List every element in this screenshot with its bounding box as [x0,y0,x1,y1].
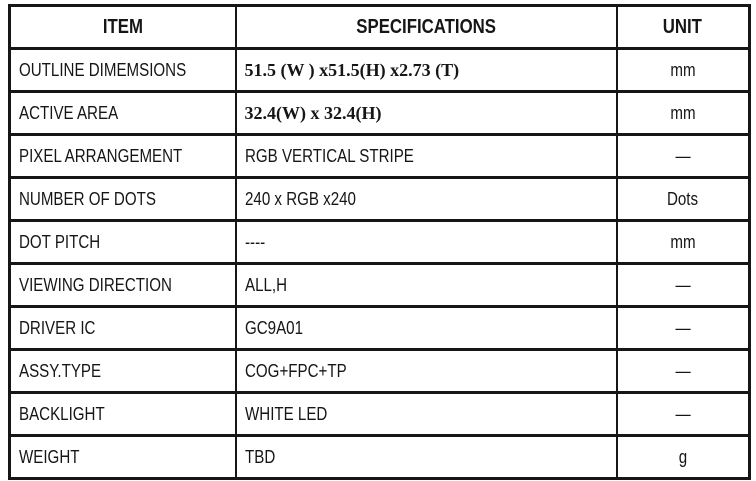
column-header-unit [617,6,750,49]
spec-value: 51.5 (W ) x51.5(H) x2.73 (T) [244,59,460,80]
spec-cell [236,307,617,350]
unit-value: — [675,403,691,424]
unit-value: — [675,274,691,295]
unit-value: Dots [667,188,699,209]
item-cell [10,221,236,264]
table-row-pixel-arrangement [10,135,750,178]
spec-value: COG+FPC+TP [244,360,347,381]
column-header-unit-label: UNIT [663,15,703,38]
table-row-viewing-direction [10,264,750,307]
item-label: WEIGHT [19,446,80,467]
spec-value: ---- [244,231,265,252]
unit-value: — [675,145,691,166]
item-cell [10,49,236,92]
spec-value: TBD [244,446,275,467]
spec-cell [236,221,617,264]
spec-value: GC9A01 [244,317,303,338]
table-row-dot-pitch [10,221,750,264]
unit-cell [617,135,750,178]
item-label: DRIVER IC [19,317,96,338]
spec-value: 32.4(W) x 32.4(H) [244,102,382,123]
unit-value: g [678,446,687,467]
spec-cell [236,135,617,178]
item-cell [10,350,236,393]
item-label: DOT PITCH [19,231,101,252]
unit-value: mm [670,102,696,123]
table-row-weight [10,436,750,479]
unit-value: mm [670,231,696,252]
spec-cell [236,436,617,479]
unit-cell [617,221,750,264]
unit-cell [617,92,750,135]
unit-value: mm [670,59,696,80]
unit-cell [617,436,750,479]
item-cell [10,307,236,350]
table-row-outline-dimensions [10,49,750,92]
item-label: ASSY.TYPE [19,360,102,381]
unit-cell [617,393,750,436]
unit-cell [617,264,750,307]
column-header-specifications [236,6,617,49]
item-label: ACTIVE AREA [19,102,119,123]
item-label: VIEWING DIRECTION [19,274,172,295]
spec-cell [236,393,617,436]
item-cell [10,436,236,479]
spec-cell [236,49,617,92]
spec-cell [236,92,617,135]
item-cell [10,92,236,135]
column-header-item-label: ITEM [102,15,143,38]
header-row [10,6,750,49]
item-label: NUMBER OF DOTS [19,188,156,209]
table-row-backlight [10,393,750,436]
item-label: BACKLIGHT [19,403,105,424]
table-row-active-area [10,92,750,135]
table-row-assy-type [10,350,750,393]
spec-cell [236,264,617,307]
unit-cell [617,49,750,92]
unit-value: — [675,317,691,338]
unit-cell [617,307,750,350]
spec-value: ALL,H [244,274,287,295]
unit-cell [617,178,750,221]
unit-cell [617,350,750,393]
spec-cell [236,178,617,221]
item-label: OUTLINE DIMEMSIONS [19,59,187,80]
spec-value: RGB VERTICAL STRIPE [244,145,414,166]
spec-cell [236,350,617,393]
spec-value: WHITE LED [244,403,327,424]
item-cell [10,135,236,178]
item-cell [10,264,236,307]
item-cell [10,393,236,436]
unit-value: — [675,360,691,381]
spec-value: 240 x RGB x240 [244,188,356,209]
table-row-driver-ic [10,307,750,350]
column-header-item [10,6,236,49]
table-row-number-of-dots [10,178,750,221]
specifications-table [8,4,751,480]
item-label: PIXEL ARRANGEMENT [19,145,183,166]
item-cell [10,178,236,221]
column-header-specifications-label: SPECIFICATIONS [356,15,496,38]
